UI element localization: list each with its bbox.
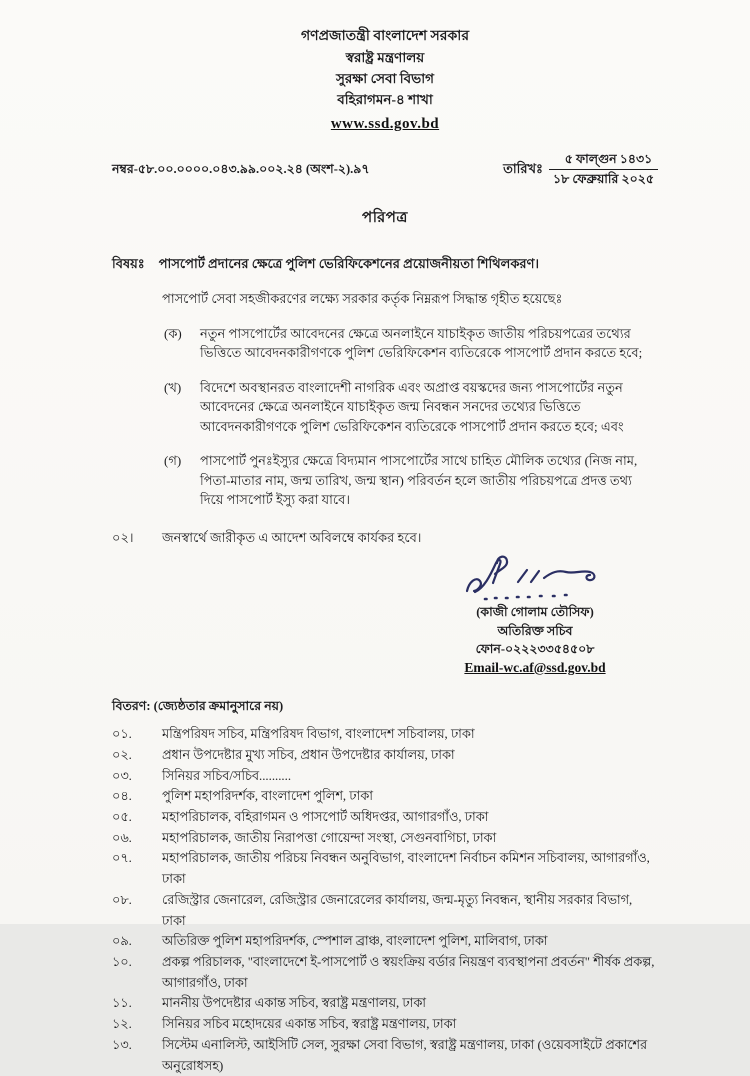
item-number: ০৬.: [112, 830, 132, 845]
clause-label: (ক): [164, 325, 182, 341]
signatory-phone: ফোন-০২২২৩৩৫৪৫০৮: [475, 641, 595, 656]
distribution-list: [112, 724, 658, 1076]
distribution-item: [112, 724, 658, 745]
item-number: ০৩.: [112, 768, 132, 783]
subject-text: পাসপোর্ট প্রদানের ক্ষেত্রে পুলিশ ভেরিফিকেশনের প্রয়োজনীয়তা শিথিলকরণ।: [158, 255, 540, 271]
distribution-item: [112, 931, 658, 952]
item-number: ১১.: [112, 996, 132, 1011]
handwritten-signature-icon: [460, 549, 610, 605]
item-number: ১২.: [112, 1017, 132, 1032]
item-text: সিনিয়র সচিব/সচিব..........: [162, 768, 292, 783]
distribution-item: [112, 745, 658, 766]
letterhead: [112, 26, 658, 137]
distribution-item: [112, 952, 658, 993]
item-text: প্রকল্প পরিচালক, "বাংলাদেশে ই-পাসপোর্ট ও স্বয়ংক্রিয় বর্ডার নিয়ন্ত্রণ ব্যবস্থাপনা প্রবর্তন" শীর্ষক প্রকল্প, আগারগাঁও, ঢাকা: [162, 955, 655, 990]
website-link[interactable]: www.ssd.gov.bd: [330, 116, 440, 133]
document-title: পরিপত্র: [362, 210, 408, 227]
item-text: মাননীয় উপদেষ্টার একান্ত সচিব, স্বরাষ্ট্র মন্ত্রণালয়, ঢাকা: [162, 996, 427, 1011]
signatory-name: (কাজী গোলাম তৌসিফ): [476, 605, 594, 620]
clause-text: পাসপোর্ট পুনঃইস্যুর ক্ষেত্রে বিদ্যমান পাসপোর্টের সাথে চাহিত মৌলিক তথ্যের (নিজ নাম, পিতা-মাতার নাম, জন্ম তারিখ, জন্ম স্থান) পরিবর্তন হলে জাতীয় পরিচয়পত্রে প্রদত্ত তথ্য দিয়ে পাসপোর্ট ইস্যু করা যাবে।: [200, 453, 638, 508]
signature-block: [430, 549, 640, 677]
clause-label: (খ): [164, 379, 182, 395]
signatory-designation: অতিরিক্ত সচিব: [497, 623, 573, 638]
item-number: ০২.: [112, 747, 132, 762]
subject-label: বিষয়ঃ: [112, 255, 145, 271]
distribution-item: [112, 766, 658, 787]
item-text: মহাপরিচালক, বহিরাগমন ও পাসপোর্ট অধিদপ্তর, আগারগাঁও, ঢাকা: [162, 810, 489, 825]
branch-name: বহিরাগমন-৪ শাখা: [337, 91, 433, 107]
item-text: রেজিস্ট্রার জেনারেল, রেজিস্ট্রার জেনারেলের কার্যালয়, জন্ম-মৃত্যু নিবন্ধন, স্থানীয় সরকার বিভাগ, ঢাকা: [162, 892, 633, 928]
item-number: ১০.: [112, 955, 132, 970]
division-name: সুরক্ষা সেবা বিভাগ: [336, 70, 434, 86]
clause-text: বিদেশে অবস্থানরত বাংলাদেশী নাগরিক এবং অপ্রাপ্ত বয়স্কদের জন্য পাসপোর্টের নতুন আবেদনের ক্ষেত্রে অনলাইনে যাচাইকৃত জন্ম নিবন্ধন সনদের তথ্যের ভিত্তিতে আবেদনকারীগণকে পুলিশ ভেরিফিকেশন ব্যতিরেকে পাসপোর্ট প্রদান করতে হবে; এবং: [200, 379, 624, 434]
paragraph-02-text: জনস্বার্থে জারীকৃত এ আদেশ অবিলম্বে কার্যকর হবে।: [162, 529, 422, 545]
date-gregorian: ১৮ ফেব্রুয়ারি ২০২৫: [553, 171, 654, 186]
item-number: ০৭.: [112, 851, 132, 866]
item-number: ০৯.: [112, 934, 132, 949]
item-number: ০৮.: [112, 892, 132, 907]
clause-text: নতুন পাসপোর্টের আবেদনের ক্ষেত্রে অনলাইনে যাচাইকৃত জাতীয় পরিচয়পত্রের তথ্যের ভিত্তিতে আবেদনকারীগণকে পুলিশ ভেরিফিকেশন ব্যতিরেকে পাসপোর্ট প্রদান করতে হবে;: [200, 325, 643, 361]
date-label: তারিখঃ: [503, 161, 543, 177]
distribution-item: [112, 786, 658, 807]
distribution-item: [112, 848, 658, 889]
item-number: ০৫.: [112, 810, 132, 825]
subject-line: [112, 254, 658, 274]
government-name: গণপ্রজাতন্ত্রী বাংলাদেশ সরকার: [300, 29, 470, 44]
distribution-item: [112, 1014, 658, 1035]
distribution-item: [112, 890, 658, 931]
item-text: মহাপরিচালক, জাতীয় পরিচয় নিবন্ধন অনুবিভাগ, বাংলাদেশ নির্বাচন কমিশন সচিবালয়, আগারগাঁও, ঢাকা: [162, 851, 650, 887]
clause-kha: [112, 378, 658, 437]
item-text: অতিরিক্ত পুলিশ মহাপরিদর্শক, স্পেশাল ব্রাঞ্চ, বাংলাদেশ পুলিশ, মালিবাগ, ঢাকা: [162, 934, 548, 949]
paragraph-02: [112, 528, 658, 548]
item-text: মহাপরিচালক, জাতীয় নিরাপত্তা গোয়েন্দা সংস্থা, সেগুনবাগিচা, ঢাকা: [162, 830, 497, 845]
clause-label: (গ): [164, 453, 182, 469]
item-number: ০৪.: [112, 789, 132, 804]
item-number: ১৩.: [112, 1037, 132, 1052]
distribution-heading: বিতরণ: (জ্যেষ্ঠতার ক্রমানুসারে নয়): [112, 699, 284, 714]
clause-ka: [112, 324, 658, 363]
item-number: ০১.: [112, 727, 132, 742]
ministry-name: স্বরাষ্ট্র মন্ত্রণালয়: [345, 49, 425, 65]
date-bangla: ৫ ফাল্গুন ১৪৩১: [549, 151, 658, 170]
intro-paragraph: পাসপোর্ট সেবা সহজীকরণের লক্ষ্যে সরকার কর্তৃক নিম্নরূপ সিদ্ধান্ত গৃহীত হয়েছেঃ: [162, 291, 563, 307]
item-text: প্রধান উপদেষ্টার মুখ্য সচিব, প্রধান উপদেষ্টার কার্যালয়, ঢাকা: [162, 747, 455, 762]
distribution-item: [112, 1035, 658, 1076]
distribution-item: [112, 993, 658, 1014]
date-values: [549, 151, 658, 188]
item-text: পুলিশ মহাপরিদর্শক, বাংলাদেশ পুলিশ, ঢাকা: [162, 789, 373, 804]
item-text: সিনিয়র সচিব মহোদয়ের একান্ত সচিব, স্বরাষ্ট্র মন্ত্রণালয়, ঢাকা: [162, 1017, 457, 1032]
memo-number: নম্বর-৫৮.০০.০০০০.০৪৩.৯৯.০০২.২৪ (অংশ-২).৯৭: [112, 161, 370, 176]
distribution-item: [112, 828, 658, 849]
signatory-email-link[interactable]: Email-wc.af@ssd.gov.bd: [464, 659, 606, 675]
clause-ga: [112, 451, 658, 510]
reference-row: [112, 151, 658, 188]
paragraph-02-number: ০২।: [112, 529, 134, 545]
date-block: [503, 151, 658, 188]
distribution-item: [112, 807, 658, 828]
item-text: সিস্টেম এনালিস্ট, আইসিটি সেল, সুরক্ষা সেবা বিভাগ, স্বরাষ্ট্র মন্ত্রণালয়, ঢাকা (ওয়েবসাইটে প্রকাশের অনুরোধসহ): [162, 1037, 648, 1073]
item-text: মন্ত্রিপরিষদ সচিব, মন্ত্রিপরিষদ বিভাগ, বাংলাদেশ সচিবালয়, ঢাকা: [162, 727, 475, 742]
